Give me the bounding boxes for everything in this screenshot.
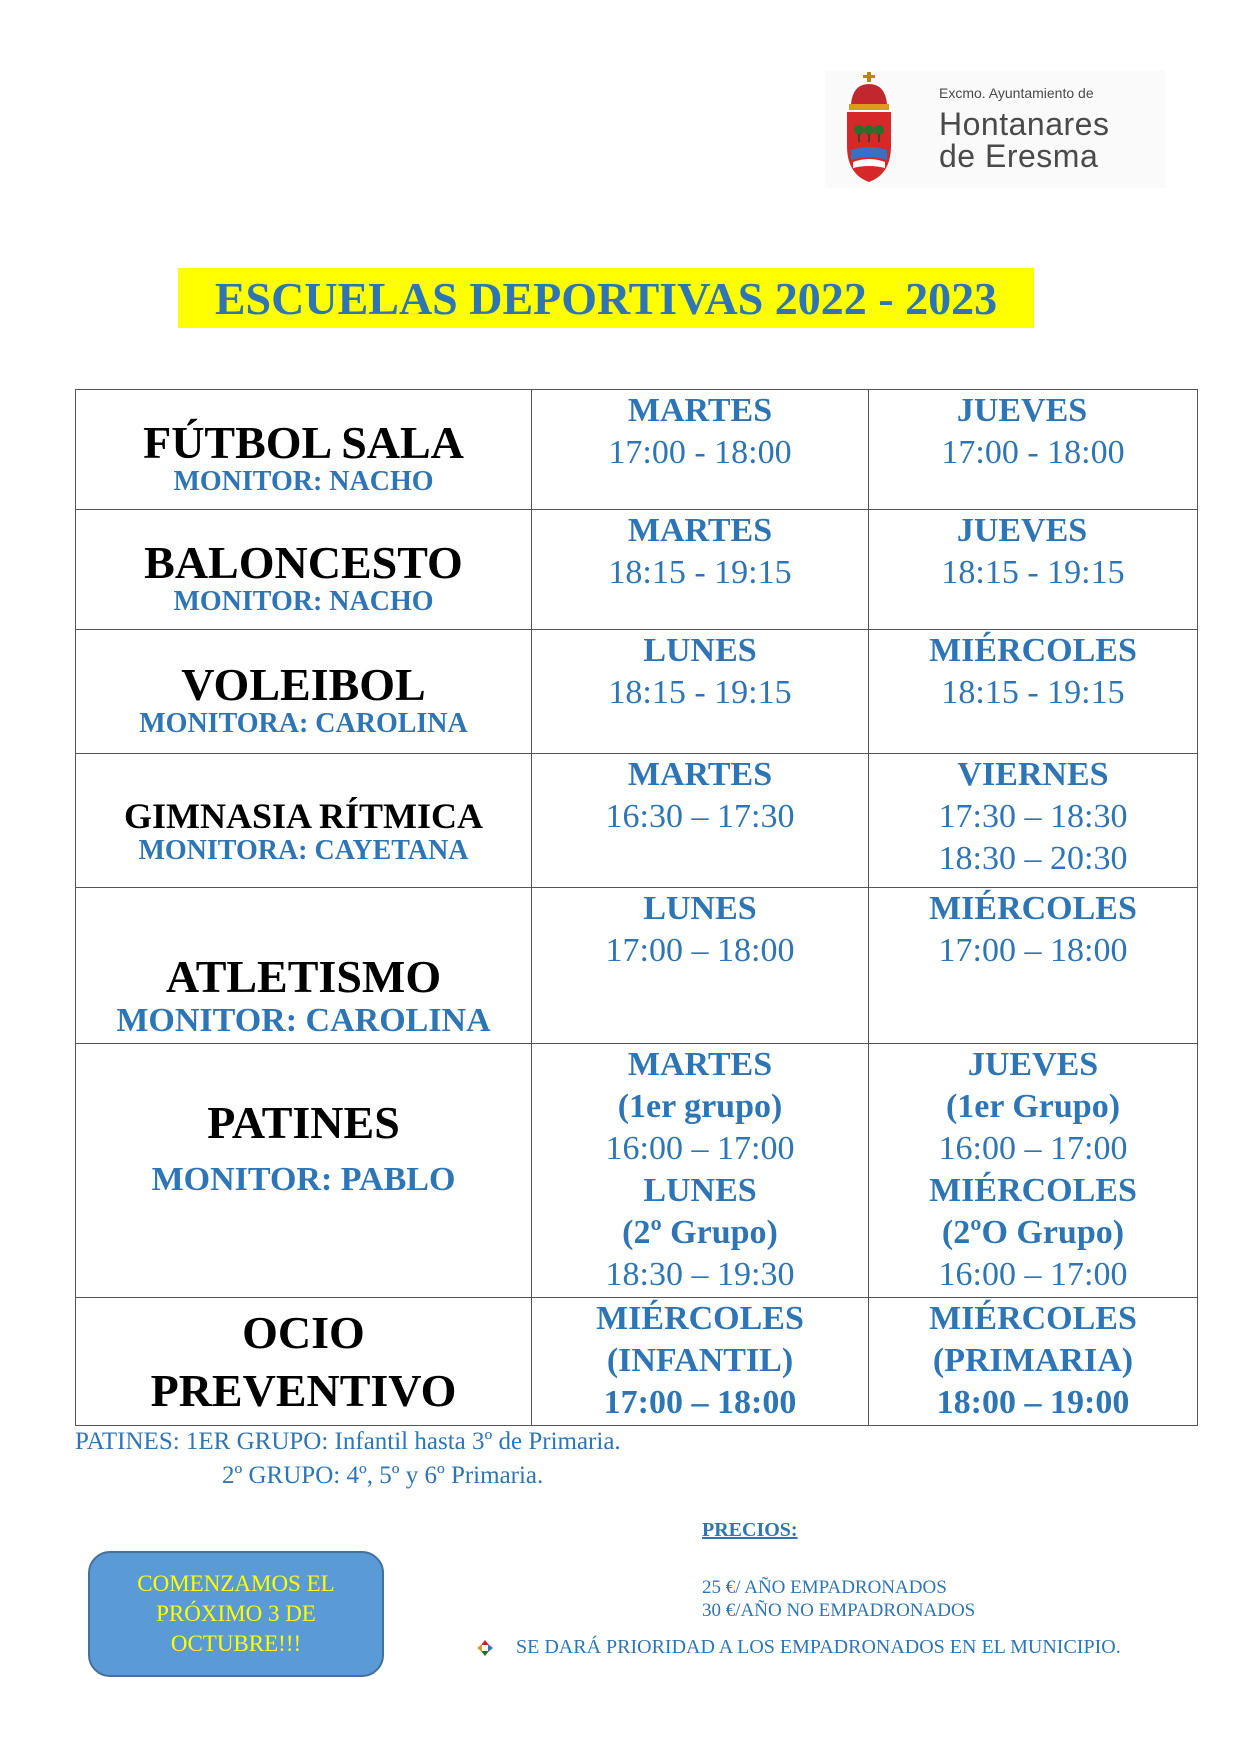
activity-name-line2: PREVENTIVO bbox=[150, 1364, 457, 1416]
time-label: 18:15 - 19:15 bbox=[608, 554, 792, 591]
schedule-cell bbox=[869, 1044, 1198, 1298]
time-label: 16:00 – 17:00 bbox=[938, 1130, 1128, 1167]
monitor-label: MONITORA: CAROLINA bbox=[139, 708, 468, 740]
time-label: 18:15 - 19:15 bbox=[941, 554, 1125, 591]
start-notice-line2: PRÓXIMO 3 DE bbox=[156, 1601, 316, 1626]
day-label: MIÉRCOLES bbox=[929, 1300, 1137, 1337]
day-label: LUNES bbox=[643, 890, 757, 927]
table-row bbox=[76, 754, 1198, 888]
schedule-cell bbox=[869, 390, 1198, 510]
table-row bbox=[76, 1298, 1198, 1426]
group-label: (2ºO Grupo) bbox=[941, 1214, 1125, 1251]
schedule-cell bbox=[869, 888, 1198, 1044]
group-label: (2º Grupo) bbox=[622, 1214, 778, 1251]
group-label: (1er grupo) bbox=[617, 1088, 783, 1125]
priority-text: SE DARÁ PRIORIDAD A LOS EMPADRONADOS EN EL MUNICIPIO. bbox=[516, 1636, 1121, 1658]
prices-title: PRECIOS: bbox=[702, 1519, 798, 1541]
group-label: (1er Grupo) bbox=[945, 1088, 1121, 1125]
activity-cell bbox=[76, 888, 532, 1044]
activity-name-line1: OCIO bbox=[242, 1306, 365, 1358]
time-label: 17:00 – 18:00 bbox=[605, 932, 795, 969]
schedule-cell bbox=[532, 754, 869, 888]
monitor-label: MONITOR: NACHO bbox=[173, 586, 434, 618]
day-label: MARTES bbox=[627, 512, 773, 549]
schedule-cell bbox=[869, 630, 1198, 754]
time-label: 17:00 - 18:00 bbox=[608, 434, 792, 471]
monitor-label: MONITOR: PABLO bbox=[151, 1160, 456, 1198]
logo-line1: Hontanares bbox=[939, 106, 1110, 142]
logo-line2: de Eresma bbox=[939, 138, 1099, 174]
start-date-notice bbox=[88, 1551, 384, 1677]
day-label: JUEVES bbox=[956, 512, 1088, 549]
activity-cell bbox=[76, 390, 532, 510]
day-label: JUEVES bbox=[956, 392, 1088, 429]
schedule-cell bbox=[532, 1298, 869, 1426]
schedule-cell bbox=[532, 888, 869, 1044]
monitor-label: MONITORA: CAYETANA bbox=[138, 835, 469, 866]
schedule-table bbox=[75, 389, 1198, 1426]
day-label: MARTES bbox=[627, 756, 773, 793]
price-not-registered: 30 €/AÑO NO EMPADRONADOS bbox=[702, 1600, 976, 1621]
time-label: 18:30 – 19:30 bbox=[605, 1256, 795, 1293]
page-title: ESCUELAS DEPORTIVAS 2022 - 2023 bbox=[178, 268, 1034, 328]
day-label: MIÉRCOLES bbox=[596, 1300, 804, 1337]
table-row bbox=[76, 1044, 1198, 1298]
schedule-cell bbox=[532, 630, 869, 754]
activity-name: BALONCESTO bbox=[144, 536, 463, 588]
schedule-cell bbox=[532, 1044, 869, 1298]
time-label: 18:15 - 19:15 bbox=[941, 674, 1125, 711]
time-label: 17:30 – 18:30 bbox=[938, 798, 1128, 835]
schedule-cell bbox=[532, 510, 869, 630]
group-label: (INFANTIL) bbox=[606, 1342, 794, 1379]
start-notice-line1: COMENZAMOS EL bbox=[137, 1571, 335, 1596]
activity-name: ATLETISMO bbox=[165, 951, 442, 1003]
time-label: 16:30 – 17:30 bbox=[605, 798, 795, 835]
table-row bbox=[76, 390, 1198, 510]
day-label: MARTES bbox=[627, 392, 773, 429]
table-row bbox=[76, 510, 1198, 630]
day-label: MIÉRCOLES bbox=[929, 1172, 1137, 1209]
time-label: 17:00 - 18:00 bbox=[941, 434, 1125, 471]
activity-cell bbox=[76, 1044, 532, 1298]
time-label: 17:00 – 18:00 bbox=[938, 932, 1128, 969]
monitor-label: MONITOR: CAROLINA bbox=[116, 1001, 491, 1039]
time-label: 17:00 – 18:00 bbox=[603, 1384, 797, 1421]
activity-name: GIMNASIA RÍTMICA bbox=[123, 796, 484, 837]
monitor-label: MONITOR: NACHO bbox=[173, 466, 434, 498]
logo-small-text: Excmo. Ayuntamiento de bbox=[939, 85, 1094, 101]
schedule-cell bbox=[869, 1298, 1198, 1426]
day-label: MIÉRCOLES bbox=[929, 890, 1137, 927]
time-label: 16:00 – 17:00 bbox=[605, 1130, 795, 1167]
day-label: JUEVES bbox=[967, 1046, 1099, 1083]
schedule-cell bbox=[532, 390, 869, 510]
priority-note bbox=[476, 1636, 1121, 1659]
schedule-cell bbox=[869, 754, 1198, 888]
patines-note-line2: 2º GRUPO: 4º, 5º y 6º Primaria. bbox=[222, 1462, 544, 1489]
coat-of-arms-icon bbox=[843, 70, 923, 188]
day-label: MARTES bbox=[627, 1046, 773, 1083]
time-label: 16:00 – 17:00 bbox=[938, 1256, 1128, 1293]
table-row bbox=[76, 630, 1198, 754]
activity-cell bbox=[76, 630, 532, 754]
day-label: LUNES bbox=[643, 1172, 757, 1209]
table-row bbox=[76, 888, 1198, 1044]
day-label: MIÉRCOLES bbox=[929, 632, 1137, 669]
activity-cell bbox=[76, 510, 532, 630]
municipality-logo bbox=[825, 70, 1165, 188]
start-notice-line3: OCTUBRE!!! bbox=[170, 1631, 302, 1656]
activity-name: VOLEIBOL bbox=[181, 658, 426, 710]
patines-note-line1: PATINES: 1ER GRUPO: Infantil hasta 3º de Primaria. bbox=[75, 1428, 621, 1455]
time-label: 18:00 – 19:00 bbox=[936, 1384, 1130, 1421]
group-label: (PRIMARIA) bbox=[932, 1342, 1134, 1379]
activity-cell bbox=[76, 1298, 532, 1426]
bullet-arrow-icon bbox=[476, 1639, 494, 1657]
schedule-cell bbox=[869, 510, 1198, 630]
day-label: VIERNES bbox=[957, 756, 1109, 793]
activity-name: PATINES bbox=[207, 1096, 400, 1148]
time-label: 18:15 - 19:15 bbox=[608, 674, 792, 711]
day-label: LUNES bbox=[643, 632, 757, 669]
activity-name: FÚTBOL SALA bbox=[143, 416, 464, 468]
time-label: 18:30 – 20:30 bbox=[938, 840, 1128, 877]
activity-cell bbox=[76, 754, 532, 888]
price-registered: 25 €/ AÑO EMPADRONADOS bbox=[702, 1577, 947, 1598]
